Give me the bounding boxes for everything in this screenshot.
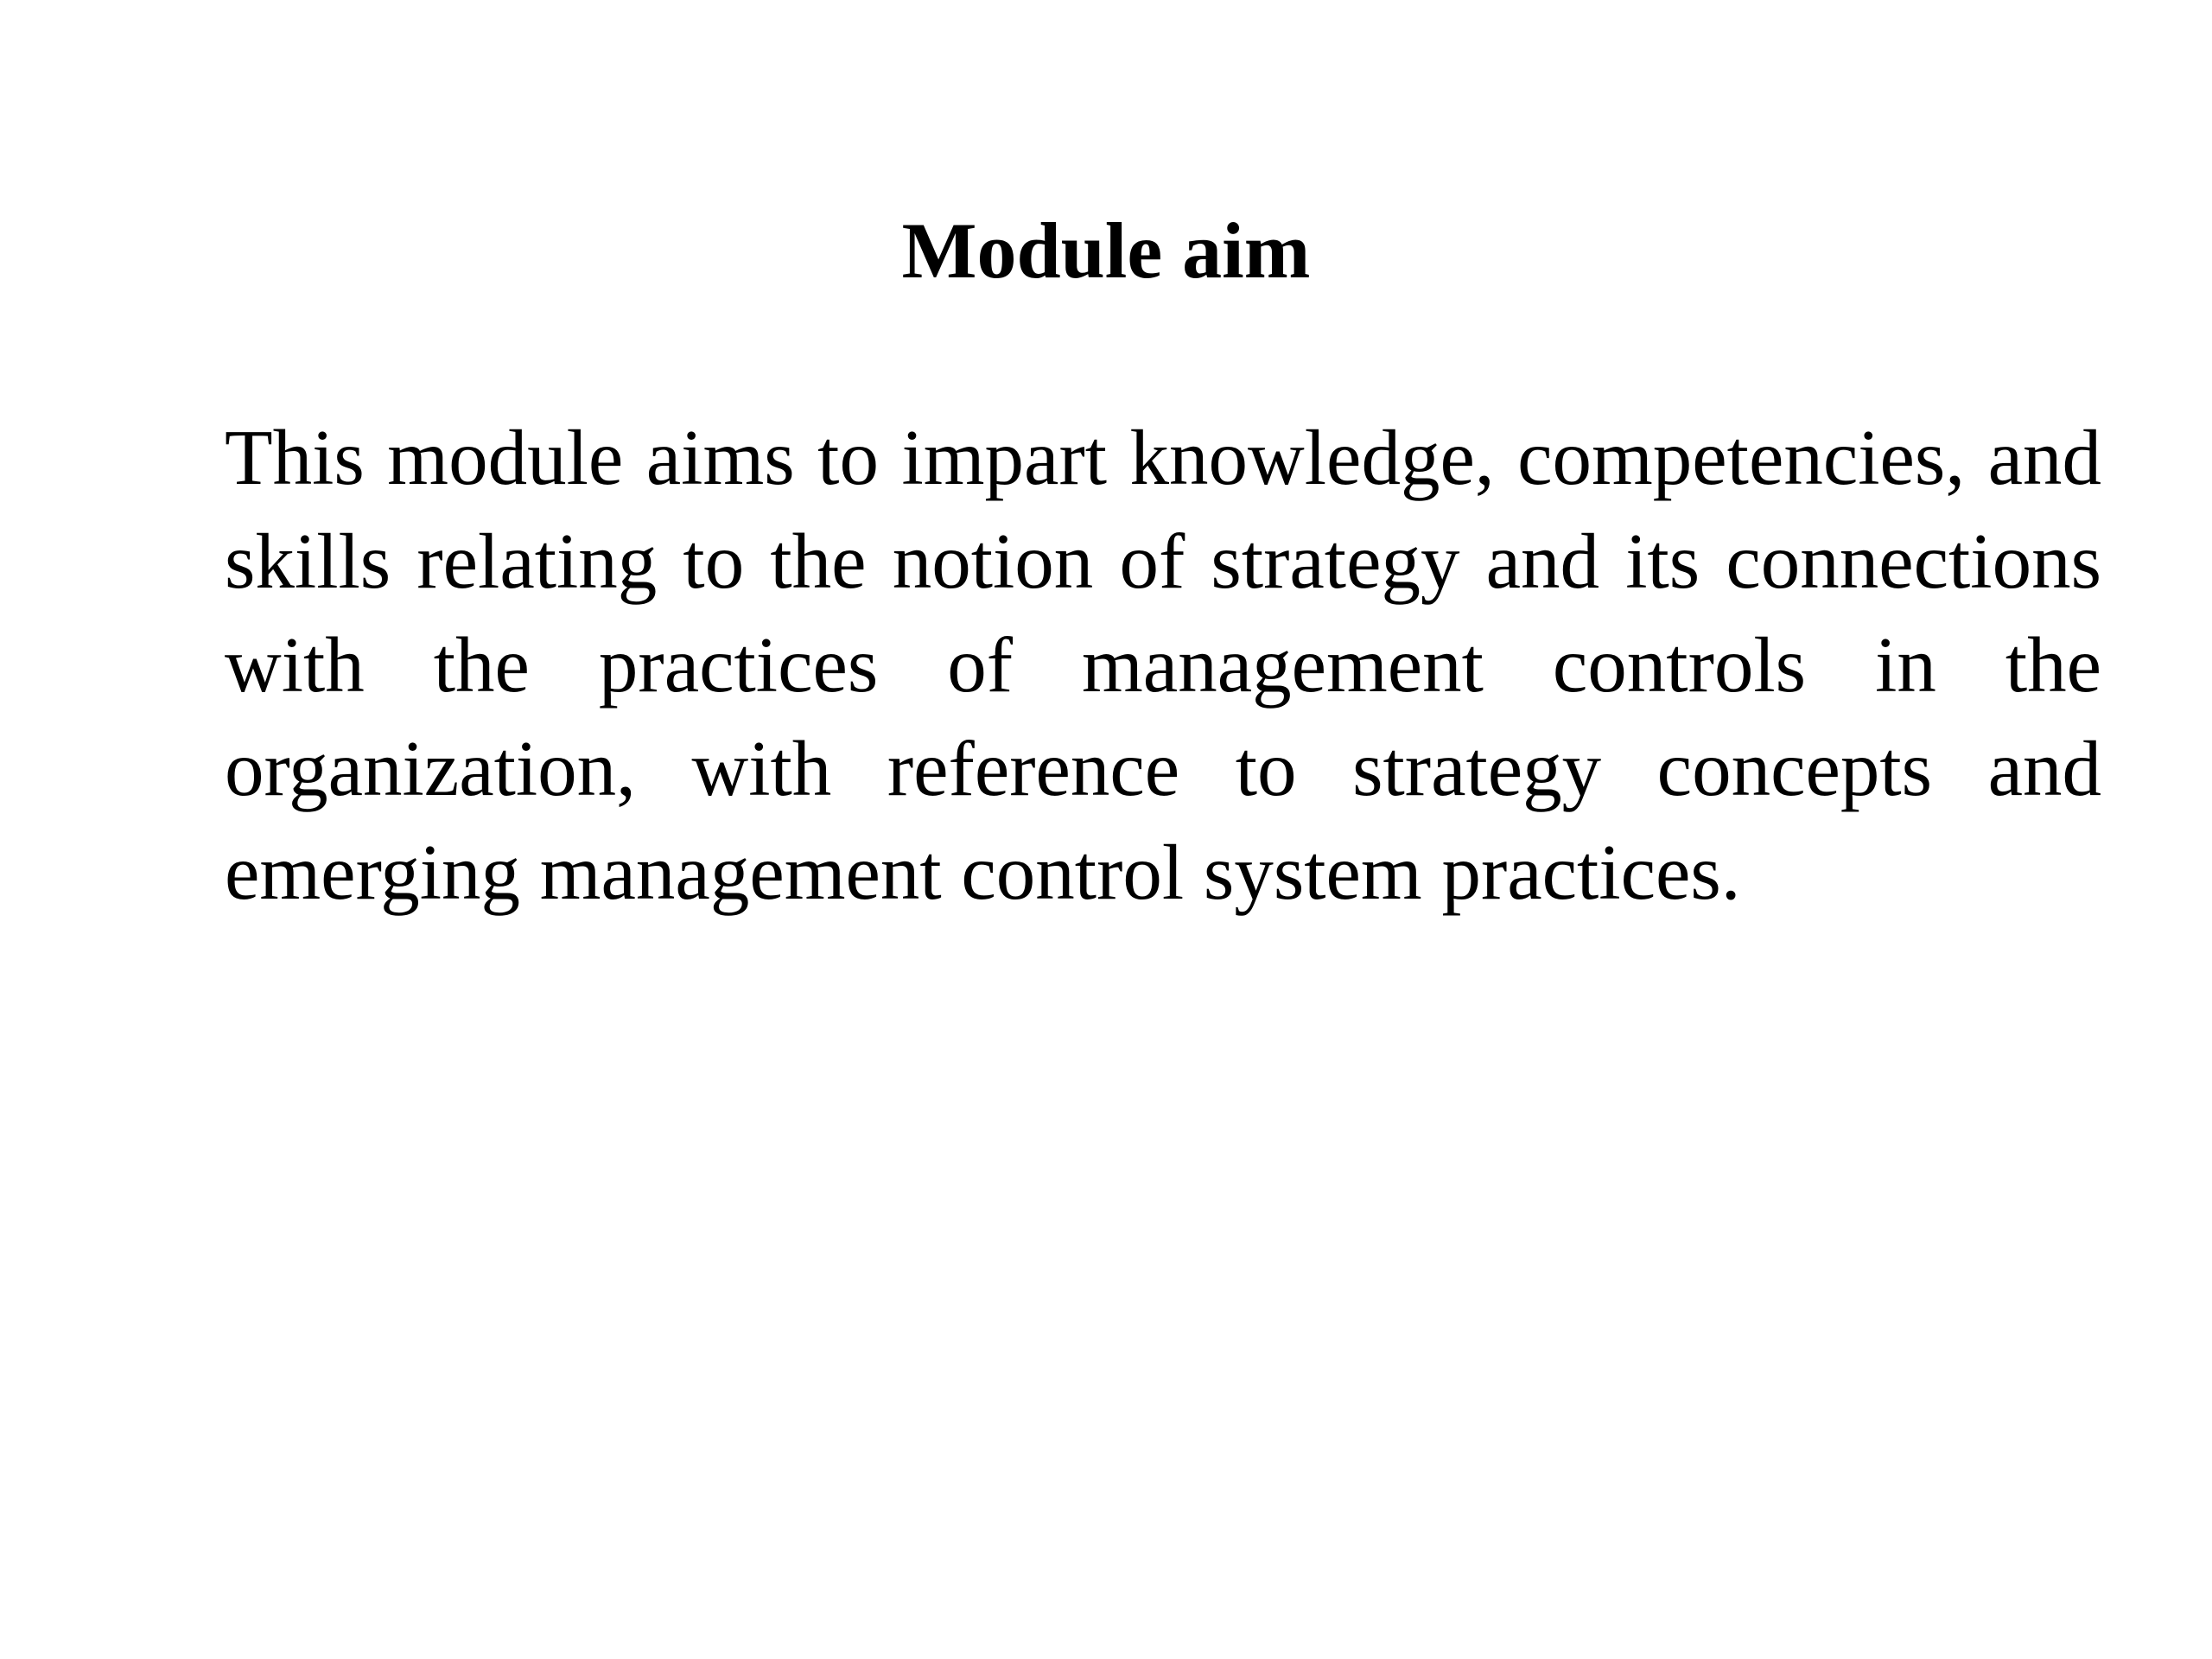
slide-body-text: This module aims to impart knowledge, competencies, and skills relating to the notion of strategy and its connections with the practices of management controls in the organization, with reference to strategy concepts and emerging management control system practices. [225, 414, 2101, 916]
slide-title: Module aim [901, 207, 1311, 295]
